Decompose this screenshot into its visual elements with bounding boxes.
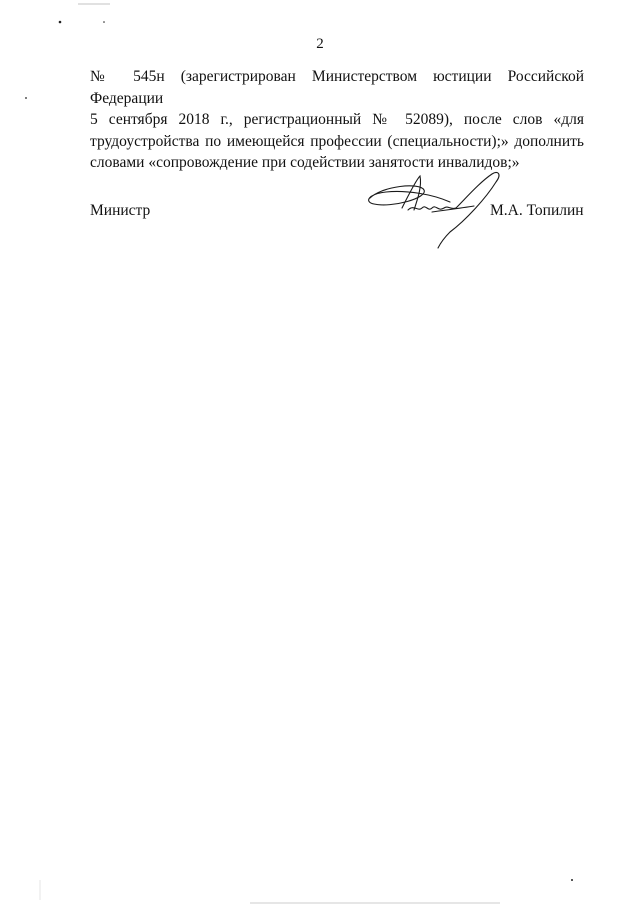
paragraph-line: 5 сентября 2018 г., регистрационный № 52089), после слов «для (90, 111, 584, 128)
page-number: 2 (316, 36, 324, 52)
paragraph-line: № 545н (зарегистрирован Министерством юстиции Российской Федерации (90, 68, 584, 107)
signatory-position: Министр (90, 202, 151, 219)
signer-name: М.А. Топилин (490, 202, 584, 219)
paragraph-line: словами «сопровождение при содействии занятости инвалидов;» (90, 154, 520, 171)
paragraph-line: трудоустройства по имеющейся профессии (специальности);» дополнить (90, 132, 584, 150)
